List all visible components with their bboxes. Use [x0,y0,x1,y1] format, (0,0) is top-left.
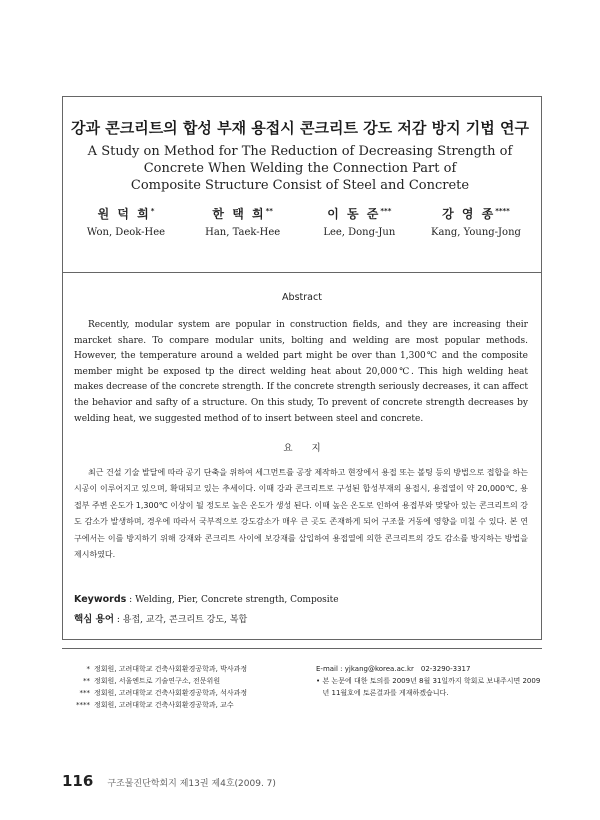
footnote-mark: *** [79,689,90,697]
contact-email: E-mail : yjkang@korea.ac.kr 02-3290-3317 [316,665,471,673]
english-title-line: Composite Structure Consist of Steel and Concrete [130,178,470,193]
author-name-ko: 이 동 준 [327,207,381,221]
page-number: 116 [62,772,94,790]
footnote-text: 정회원, 고려대학교 건축사회환경공학과, 박사과정 [94,665,248,673]
journal-info: 구조물진단학회지 제13권 제4호(2009. 7) [107,779,276,789]
bullet-icon: • [316,677,321,685]
author [187,205,299,238]
english-title-line: Concrete When Welding the Connection Part of [143,161,457,176]
footnote-row [62,675,312,687]
author-mark: ** [265,207,273,215]
author-name-en: Han, Taek-Hee [205,227,281,238]
footnote-text: 정회원, 서울엔트로 기술연구소, 전문위원 [94,677,221,685]
footnote-divider [62,648,542,649]
yoji-heading: 요 지 [283,443,321,454]
keywords-ko-line: 핵심 용어 : 용접, 교각, 콘크리트 강도, 복합 [74,614,248,625]
footnote-text: 정회원, 고려대학교 건축사회환경공학과, 석사과정 [94,689,248,697]
footnote-row [62,687,312,699]
korean-title: 강과 콘크리트의 합성 부재 용접시 콘크리트 강도 저감 방지 기법 연구 [71,119,529,137]
author [303,205,415,238]
contact-footnotes [316,663,546,699]
keywords-line: Keywords : Welding, Pier, Concrete strength, Composite [74,594,339,605]
keywords-ko-value: 용접, 교각, 콘크리트 강도, 복합 [122,615,248,625]
author-mark: **** [495,207,510,215]
footnote-mark: * [86,665,90,673]
footnote-text: 정회원, 고려대학교 건축사회환경공학과, 교수 [94,701,234,709]
author [70,205,182,238]
author-name-ko: 원 덕 희 [97,207,151,221]
english-title-line: A Study on Method for The Reduction of Decreasing Strength of [87,144,513,159]
author-list [70,205,532,238]
footnote-row [62,663,312,675]
author-mark: *** [380,207,392,215]
discussion-note [316,675,546,699]
author-name-en: Lee, Dong-Jun [323,227,396,238]
abstract-heading: Abstract [282,292,322,303]
english-title [0,143,600,194]
page-footer [62,772,276,790]
footnote-mark: **** [76,701,90,709]
keywords-value: Welding, Pier, Concrete strength, Composite [135,595,339,605]
affiliation-footnotes [62,663,312,711]
abstract-text: Recently, modular system are popular in construction fields, and they are increasing their marcket share. To compare modular units, bolting and welding are most popular methods. However, the temperature around a welded part might be over than 1,300℃ and the composite member might be exposed tp the direct welding heat about 20,000℃. This high welding heat makes decrease of the concrete strength. If the concrete strength seriously decreases, it can affect the behavior and safty of a structure. On this study, To prevent of concrete strength decreases by welding heat, we suggested method of to insert between steel and concrete. [74,320,528,424]
author-name-en: Kang, Young-Jong [431,227,521,238]
footnote-mark: ** [83,677,90,685]
yoji-text: 최근 건설 기술 발달에 따라 공기 단축을 위하여 세그먼트를 공장 제작하고 현장에서 용접 또는 볼팅 등의 방법으로 접합을 하는 시공이 이루어지고 있으며, 확대되고 있는 추세이다. 이때 강과 콘크리트로 구성된 합성부재의 용접시, 용접열이 약 20,000℃, 용접부 주변 온도가 1,300℃ 이상이 될 정도로 높은 온도가 생성 된다. 이때 높은 온도로 인하여 용접부와 맞닿아 있는 콘크리트의 강도 감소가 발생하며, 경우에 따라서 국부적으로 강도감소가 매우 큰 곳도 존재하게 되어 구조물 거동에 영향을 미칠 수 있다. 본 연구에서는 이를 방지하기 위해 강재와 콘크리트 사이에 보강재를 삽입하여 용접열에 의한 콘크리트의 강도 감소를 방지하는 방법을 제시하였다. [74,468,528,560]
author-mark: * [150,207,155,215]
author-name-ko: 강 영 종 [442,207,496,221]
author-name-ko: 한 택 희 [212,207,266,221]
title-divider [62,272,542,273]
author [420,205,532,238]
footnote-row [62,699,312,711]
keywords-ko-label: 핵심 용어 [74,614,115,625]
author-name-en: Won, Deok-Hee [86,227,166,238]
discussion-note-text: 본 논문에 대한 토의를 2009년 8월 31일까지 학회로 보내주시면 2009년 11월호에 토론결과를 게재하겠습니다. [322,677,541,697]
keywords-label: Keywords [74,594,127,605]
